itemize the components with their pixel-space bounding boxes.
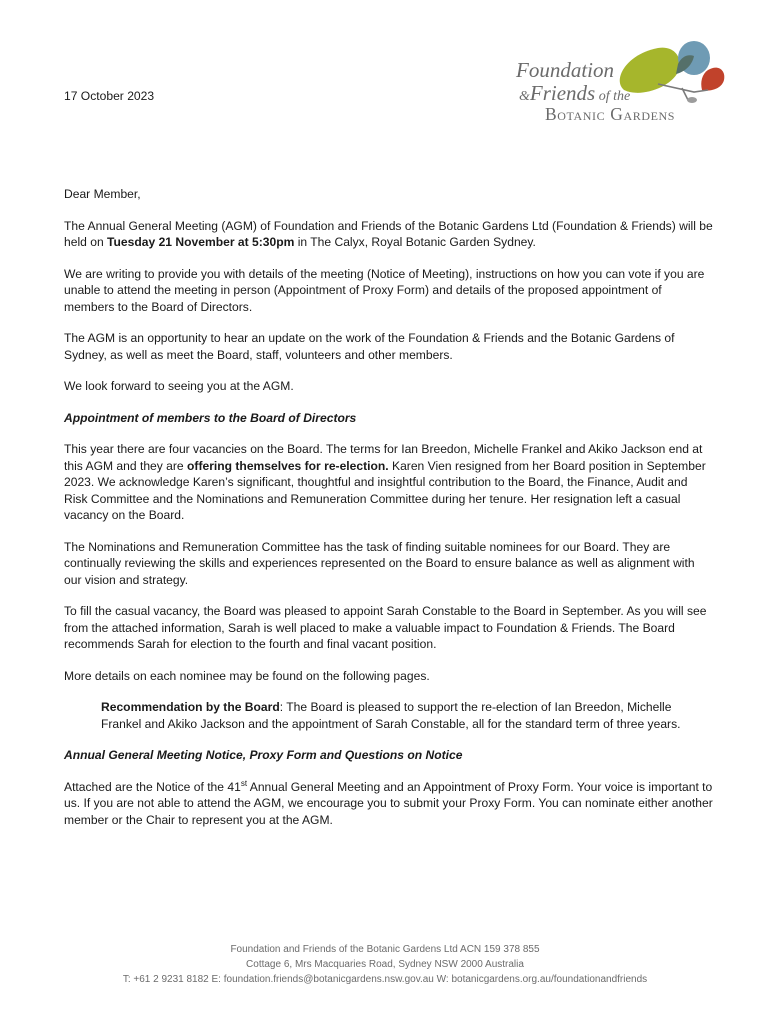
letter-body xyxy=(64,186,714,843)
salutation: Dear Member, xyxy=(64,187,141,201)
logo-line-foundation: Foundation xyxy=(516,58,614,82)
paragraph-opportunity: The AGM is an opportunity to hear an update on the work of the Foundation & Friends and the Botanic Gardens of Sydney, as well as meet the Board, staff, volunteers and other members. xyxy=(64,331,675,362)
paragraph-look-forward: We look forward to seeing you at the AGM. xyxy=(64,379,294,393)
paragraph-attached-notice: Attached are the Notice of the 41st Annual General Meeting and an Appointment of Proxy Form. Your voice is important to us. If you are not able to attend the AGM, we encourage you to submit your Proxy Form. You can nominate either another member or the Chair to represent you at the AGM. xyxy=(64,778,713,827)
paragraph-more-details: More details on each nominee may be found on the following pages. xyxy=(64,668,430,683)
heading-board-appointment: Appointment of members to the Board of Directors xyxy=(64,410,357,425)
footer-address: Cottage 6, Mrs Macquaries Road, Sydney NSW 2000 Australia xyxy=(246,959,524,970)
footer-company: Foundation and Friends of the Botanic Gardens Ltd ACN 159 378 855 xyxy=(230,944,540,955)
heading-agm-notice: Annual General Meeting Notice, Proxy Form and Questions on Notice xyxy=(64,748,463,762)
paragraph-committee: The Nominations and Remuneration Committee has the task of finding suitable nominees for our Board. They are continually reviewing the skills and experiences represented on the Board to ensure balance as well as alignment with our vision and strategy. xyxy=(64,539,695,587)
red-leaf xyxy=(701,68,724,91)
paragraph-vacancies: This year there are four vacancies on the Board. The terms for Ian Breedon, Michelle Frankel and Akiko Jackson end at this AGM and they are offering themselves for re-election. Karen Vien resigned from her Board position in September 2023. We acknowledge Karen’s significant, thoughtful and insightful contribution to the Board, the Finance, Audit and Risk Committee and the Nominations and Remuneration Committee during her tenure. Her resignation left a casual vacancy on the Board. xyxy=(64,442,706,522)
footer-contact: T: +61 2 9231 8182 E: foundation.friends@botanicgardens.nsw.gov.au W: botanicgardens.org.au/foundationandfriends xyxy=(122,974,648,985)
foundation-friends-logo xyxy=(512,40,728,130)
branch xyxy=(658,84,708,100)
letter-footer xyxy=(0,942,770,987)
logo-line-friends: &Friends of the xyxy=(519,81,631,105)
small-grey-leaf xyxy=(687,97,697,103)
letter-date: 17 October 2023 xyxy=(64,89,155,103)
paragraph-casual-vacancy: To fill the casual vacancy, the Board was pleased to appoint Sarah Constable to the Board in September. As you will see from the attached information, Sarah is well placed to make a valuable impact to Foundation & Friends. The Board recommends Sarah for election to the fourth and final vacant position. xyxy=(64,604,707,651)
recommendation-block: Recommendation by the Board: The Board is pleased to support the re-election of Ian Breedon, Michelle Frankel and Akiko Jackson and the appointment of Sarah Constable, all for the standard term of three years. xyxy=(101,700,681,731)
logo-line-botanic-gardens: Botanic Gardens xyxy=(545,104,676,124)
paragraph-purpose: We are writing to provide you with details of the meeting (Notice of Meeting), instructions on how you can vote if you are unable to attend the meeting in person (Appointment of Proxy Form) and details of the proposed appointment of members to the Board of Directors. xyxy=(64,266,705,314)
paragraph-agm-details: The Annual General Meeting (AGM) of Foundation and Friends of the Botanic Gardens Ltd (Foundation & Friends) will be held on Tuesday 21 November at 5:30pm in The Calyx, Royal Botanic Garden Sydney. xyxy=(64,218,713,249)
